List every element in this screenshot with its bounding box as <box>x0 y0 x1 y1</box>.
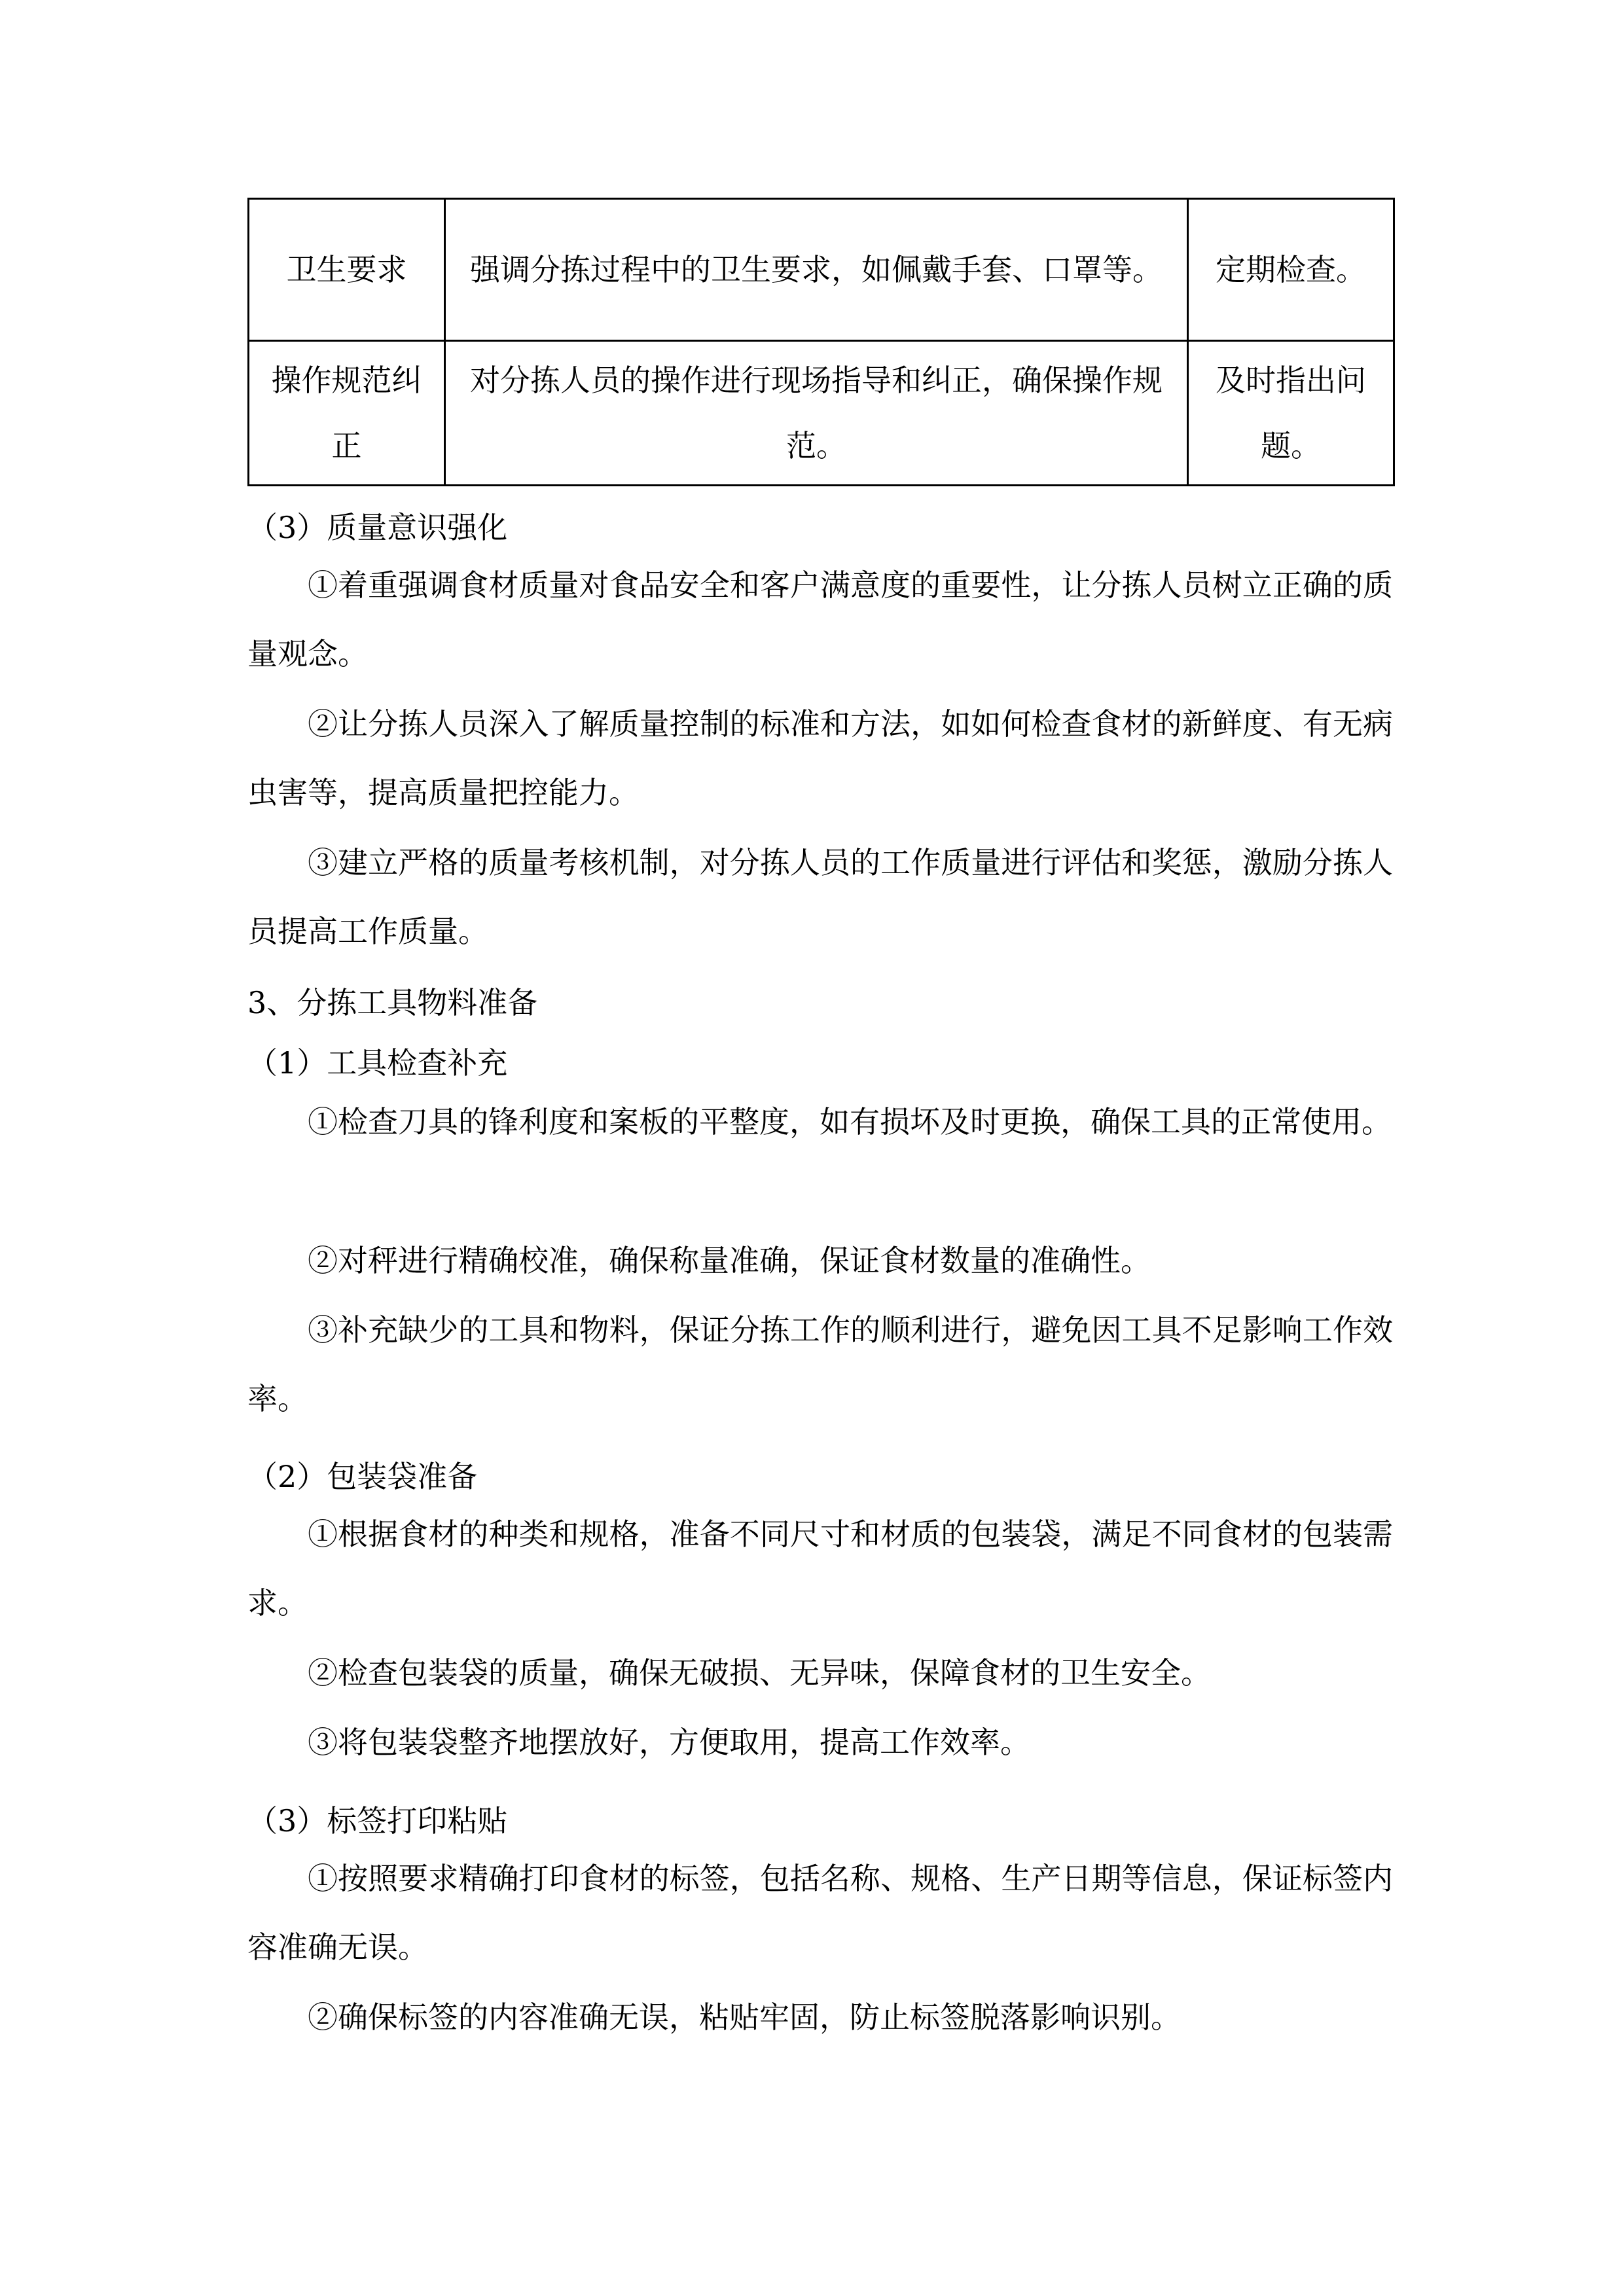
paragraph: ①着重强调食材质量对食品安全和客户满意度的重要性，让分拣人员树立正确的质量观念。 <box>247 567 1393 672</box>
paragraph: ③补充缺少的工具和物料，保证分拣工作的顺利进行，避免因工具不足影响工作效率。 <box>247 1312 1393 1416</box>
paragraph: ③将包装袋整齐地摆放好，方便取用，提高工作效率。 <box>308 1725 1030 1760</box>
paragraph: ①按照要求精确打印食材的标签，包括名称、规格、生产日期等信息，保证标签内容准确无误。 <box>247 1861 1393 1965</box>
paragraph: ②确保标签的内容准确无误，粘贴牢固，防止标签脱落影响识别。 <box>308 2000 1181 2035</box>
section-heading-quality: （3）质量意识强化 <box>247 510 508 545</box>
paragraph: ②检查包装袋的质量，确保无破损、无异味，保障食材的卫生安全。 <box>308 1655 1211 1691</box>
table-row <box>249 341 1394 486</box>
subsection-heading: （1）工具检查补充 <box>247 1045 508 1081</box>
section-heading-tools: 3、分拣工具物料准备 <box>247 985 538 1020</box>
table-row <box>249 199 1394 341</box>
table-cell-item: 操作规范纠正 <box>249 341 445 486</box>
table-cell-note: 及时指出问题。 <box>1188 341 1394 486</box>
paragraph: ②对秤进行精确校准，确保称量准确，保证食材数量的准确性。 <box>308 1243 1151 1278</box>
paragraph: ①检查刀具的锋利度和案板的平整度，如有损坏及时更换，确保工具的正常使用。 <box>308 1104 1392 1139</box>
table-cell-note: 定期检查。 <box>1188 199 1394 341</box>
table-cell-content: 强调分拣过程中的卫生要求，如佩戴手套、口罩等。 <box>445 199 1188 341</box>
paragraph: ③建立严格的质量考核机制，对分拣人员的工作质量进行评估和奖惩，激励分拣人员提高工作质量。 <box>247 845 1393 949</box>
subsection-heading: （3）标签打印粘贴 <box>247 1803 508 1839</box>
table-cell-item: 卫生要求 <box>249 199 445 341</box>
subsection-heading: （2）包装袋准备 <box>247 1459 478 1494</box>
requirements-table <box>247 198 1395 486</box>
table-cell-content: 对分拣人员的操作进行现场指导和纠正，确保操作规范。 <box>445 341 1188 486</box>
paragraph: ②让分拣人员深入了解质量控制的标准和方法，如如何检查食材的新鲜度、有无病虫害等，提高质量把控能力。 <box>247 706 1393 810</box>
paragraph: ①根据食材的种类和规格，准备不同尺寸和材质的包装袋，满足不同食材的包装需求。 <box>247 1516 1393 1621</box>
